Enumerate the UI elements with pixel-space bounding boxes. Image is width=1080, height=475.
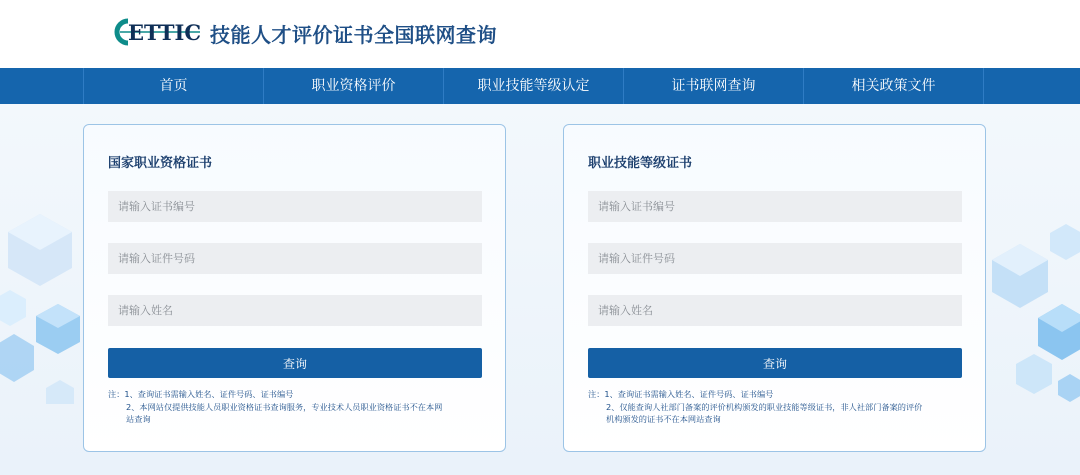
nav-item-vocational-qualification[interactable]: 职业资格评价 — [264, 68, 444, 104]
right-cube-decoration — [990, 204, 1080, 414]
nav-item-policy-documents[interactable]: 相关政策文件 — [804, 68, 984, 104]
note-line: 注：1、查询证书需输入姓名、证件号码、证书编号 — [108, 389, 294, 399]
main-nav — [0, 68, 1080, 104]
ettic-logo-mark — [114, 17, 202, 47]
note-line: 站查询 — [126, 414, 151, 424]
query-notes — [108, 388, 488, 426]
name-input[interactable] — [108, 295, 482, 326]
note-line: 注：1、查询证书需输入姓名、证件号码、证书编号 — [588, 389, 774, 399]
note-line: 2、本网站仅提供技能人员职业资格证书查询服务，专业技术人员职业资格证书不在本网 — [126, 401, 443, 412]
panel-title: 职业技能等级证书 — [588, 156, 693, 171]
name-input[interactable] — [588, 295, 962, 326]
skill-level-panel — [563, 124, 986, 452]
nav-item-skill-level-certification[interactable]: 职业技能等级认定 — [444, 68, 624, 104]
left-cube-decoration — [0, 194, 80, 404]
site-header — [0, 0, 1080, 68]
query-button[interactable]: 查询 — [588, 348, 962, 378]
nav-item-home[interactable]: 首页 — [84, 68, 264, 104]
query-notes — [588, 388, 968, 426]
ettic-logo[interactable] — [114, 17, 202, 47]
nav-item-certificate-query[interactable]: 证书联网查询 — [624, 68, 804, 104]
note-line: 机构颁发的证书不在本网站查询 — [606, 414, 721, 424]
id-number-input[interactable] — [108, 243, 482, 274]
query-button[interactable]: 查询 — [108, 348, 482, 378]
vocational-qualification-panel — [83, 124, 506, 452]
note-line: 2、仅能查询人社部门备案的评价机构颁发的职业技能等级证书，非人社部门备案的评价 — [606, 401, 923, 412]
id-number-input[interactable] — [588, 243, 962, 274]
panel-title: 国家职业资格证书 — [108, 156, 213, 171]
certificate-number-input[interactable] — [588, 191, 962, 222]
main-content — [0, 104, 1080, 475]
certificate-number-input[interactable] — [108, 191, 482, 222]
site-title: 技能人才评价证书全国联网查询 — [210, 23, 497, 47]
logo-text: ETTIC — [128, 20, 202, 45]
